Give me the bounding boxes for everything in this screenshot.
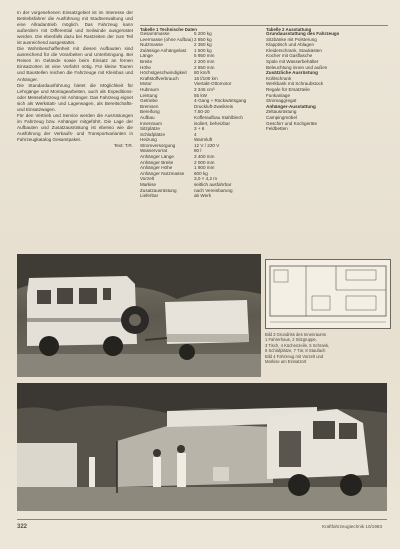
- table-cell-label: Wasservorrat: [140, 148, 168, 154]
- equipment-item: Kocher mit Gasflasche: [266, 53, 313, 59]
- equipment-item: Geschirr und Kochgeräte: [266, 120, 318, 126]
- table-cell-label: Breite: [140, 58, 153, 64]
- equipment-item: Funkanlage: [266, 92, 291, 98]
- equipment-heading: Anhänger-Ausstattung: [266, 103, 316, 109]
- table-cell-value: 80 km/h: [194, 70, 211, 76]
- table-cell-value: Kofferaufbau Stahlblech: [194, 114, 243, 120]
- table-cell-value: Viertakt-Ottomotor: [194, 81, 232, 87]
- table-cell-value: 2 000 mm: [194, 159, 215, 165]
- table-cell-value: isoliert, beheizbar: [194, 120, 231, 126]
- table-cell-label: Lieferbar: [140, 193, 159, 199]
- equipment-heading: Grundausstattung des Fahrzeugs: [266, 31, 340, 36]
- table-cell-label: Sitzplätze: [140, 126, 160, 132]
- table-cell-label: Aufbau: [140, 114, 155, 120]
- table-cell-label: Zusatzausrüstung: [140, 187, 177, 193]
- technical-data-table: [140, 27, 264, 199]
- equipment-title: Tabelle 2 Ausstattung: [266, 27, 312, 32]
- table-cell-value: 16 l/100 km: [194, 75, 218, 81]
- table-cell-value: 12 V / 220 V: [194, 142, 220, 148]
- article-paragraph: Die Standardausführung bietet die Möglichkeit für Lehrgänge und Montagearbeiten, auch als Expeditions- oder Messefahrzeug mit Anhänger. Das Fahrzeug eignet sich als Werkstatt- und Lagerwagen, als Bereitschafts- und Einsatzwagen.: [17, 82, 133, 112]
- equipment-item: Klapptisch und Ablagen: [266, 42, 315, 48]
- table-cell-label: Höchstgeschwindigkeit: [140, 70, 187, 76]
- caption-line: Bild 4 Fahrzeug mit Vorzelt und: [265, 353, 324, 359]
- equipment-list: [266, 27, 388, 132]
- table-cell-value: 1 500 kg: [194, 47, 212, 53]
- article-paragraph: Die Wohnbeschaffenheit mit diesen Aufbauten sind ausreichend für die Vorarbeiten und Unterbringung. Bei Reisen im Gelände sowie beim Einsatz an fernen Einsatzorten ist eine Vorfahrt nötig. Für kleine Touren und Baustellen reichen die Fahrzeuge mit Kleinbus und Anhänger.: [17, 46, 133, 82]
- table-cell-value: 2 200 mm: [194, 58, 215, 64]
- table-row: [140, 193, 264, 199]
- floor-plan-diagram: [265, 259, 391, 329]
- table-cell-label: Anhänger Höhe: [140, 165, 173, 171]
- table-cell-label: Zulässige Anhängelast: [140, 47, 187, 53]
- page-number: 322: [17, 524, 28, 530]
- table-cell-label: Hubraum: [140, 86, 159, 92]
- equipment-item: Sitzbänke mit Polsterung: [266, 36, 317, 42]
- caption-line: Markise am Einsatzort: [265, 358, 307, 364]
- table-cell-value: 4: [194, 131, 197, 137]
- table-cell-label: Höhe: [140, 64, 151, 70]
- table-cell-label: Bremsen: [140, 103, 159, 109]
- table-cell-value: 3,0 × 4,2 m: [194, 176, 218, 182]
- equipment-item: Beleuchtung innen und außen: [266, 64, 328, 70]
- table-cell-value: 55 kW: [194, 92, 208, 98]
- table-cell-value: 4-Gang + Rückwärtsgang: [194, 98, 247, 104]
- table-cell-label: Leermasse (ohne Aufbau): [140, 36, 193, 42]
- table-cell-value: 1 900 mm: [194, 165, 215, 171]
- equipment-heading: Zusätzliche Ausrüstung: [266, 70, 318, 76]
- table-cell-label: Anhänger Breite: [140, 159, 174, 165]
- table-cell-value: 2 850 kg: [194, 36, 212, 42]
- table-cell-value: 3 400 mm: [194, 154, 215, 160]
- table-cell-label: Getriebe: [140, 98, 158, 104]
- table-cell-value: ab Werk: [194, 193, 212, 199]
- table-cell-value: Druckluft-Zweikreis: [194, 103, 234, 109]
- vehicle-trailer-photo: [17, 254, 261, 377]
- table-cell-value: 80 l: [194, 148, 202, 154]
- caption-line: 1 Fahrerhaus, 2 Sitzgruppe,: [265, 337, 317, 343]
- table-cell-label: Anhänger Nutzmasse: [140, 170, 185, 176]
- caption-line: 6 Schlafplätze, 7 Tür, 8 Staufach: [265, 348, 326, 354]
- table-cell-label: Vorzelt: [140, 176, 155, 182]
- table-cell-value: 3 345 cm³: [194, 86, 215, 92]
- table-cell-value: 600 kg: [194, 170, 208, 176]
- table-cell-label: Leistung: [140, 92, 158, 98]
- table-cell-value: 3 + 6: [194, 126, 205, 132]
- table-top-rule: [140, 25, 388, 26]
- table-cell-label: Markise: [140, 182, 157, 188]
- table-cell-label: Gesamtmasse: [140, 31, 170, 36]
- article-paragraph: In der vorgesehenen Einsatzgebiet ist im Interesse der Betriebsfahrer die Ausführung mit Stadtverwaltung und eine Allradantrieb möglich. Das Fahrzeug kann außerdem mit Differential und Seilwinde ausgerüstet werden. Die ebenfalls dazu bei Rastzeiten der zum Teil ist ausreichend ausgestattet.: [17, 10, 133, 46]
- table-cell-value: 7.50-20: [194, 109, 210, 115]
- table-cell-label: Anhänger Länge: [140, 154, 174, 160]
- table-cell-label: Bereifung: [140, 109, 160, 115]
- table-cell-label: Schlafplätze: [140, 131, 166, 137]
- equipment-item: Stromaggregat: [266, 98, 297, 104]
- table-title: Tabelle 1 Technische Daten: [140, 27, 197, 32]
- equipment-item: Kleiderschrank, Staukästen: [266, 47, 322, 53]
- table-cell-value: nach Vereinbarung: [194, 187, 233, 193]
- equipment-item: Feldbetten: [266, 126, 288, 132]
- table-cell-value: 2 350 kg: [194, 42, 212, 48]
- equipment-item: Kühlschrank: [266, 75, 292, 81]
- table-cell-label: Kraftstoffverbrauch: [140, 75, 179, 81]
- table-cell-label: Motor: [140, 81, 152, 87]
- table-cell-value: 5 200 kg: [194, 31, 212, 36]
- equipment-item: Spüle mit Wasserbehälter: [266, 58, 319, 64]
- equipment-item: Werkbank mit Schraubstock: [266, 81, 324, 87]
- caption-line: Bild 3 Grundriss des Innenraums: [265, 332, 326, 337]
- article-author: Text: T.R.: [113, 143, 133, 149]
- article-body: [17, 10, 133, 149]
- table-cell-value: 5 950 mm: [194, 53, 215, 59]
- magazine-footer: Kraftfahrzeugtechnik 10/1983: [321, 524, 382, 529]
- table-cell-label: Länge: [140, 53, 153, 59]
- table-cell-value: Warmluft: [194, 137, 213, 143]
- table-cell-label: Nutzmasse: [140, 42, 163, 48]
- equipment-item: Regale für Ersatzteile: [266, 86, 310, 92]
- footer-rule: [17, 519, 387, 520]
- table-cell-value: 2 850 mm: [194, 64, 215, 70]
- table-cell-label: Stromversorgung: [140, 142, 176, 148]
- camp-scene-photo: [17, 383, 387, 511]
- equipment-item: Zeltausrüstung: [266, 109, 297, 115]
- table-cell-value: seitlich ausfahrbar: [194, 182, 232, 188]
- equipment-item: Campingmöbel: [266, 114, 297, 120]
- table-cell-label: Heizung: [140, 137, 157, 143]
- table-cell-label: Innenraum: [140, 120, 162, 126]
- plan-caption: [265, 332, 389, 364]
- caption-line: 3 Tisch, 4 Küchenzeile, 5 Schrank,: [265, 342, 330, 348]
- article-paragraph: Für den Vertrieb und Service werden die Ausrüstungen im Fahrzeug bzw. Anhänger mitgeführt. Die Lage der Aufbauten und Zusatzausrüstung ist ebenso wie die Ausführung der Verkaufs- und Transportvarianten in Fahrzeugkatalog Gesamtpaket.: [17, 112, 133, 142]
